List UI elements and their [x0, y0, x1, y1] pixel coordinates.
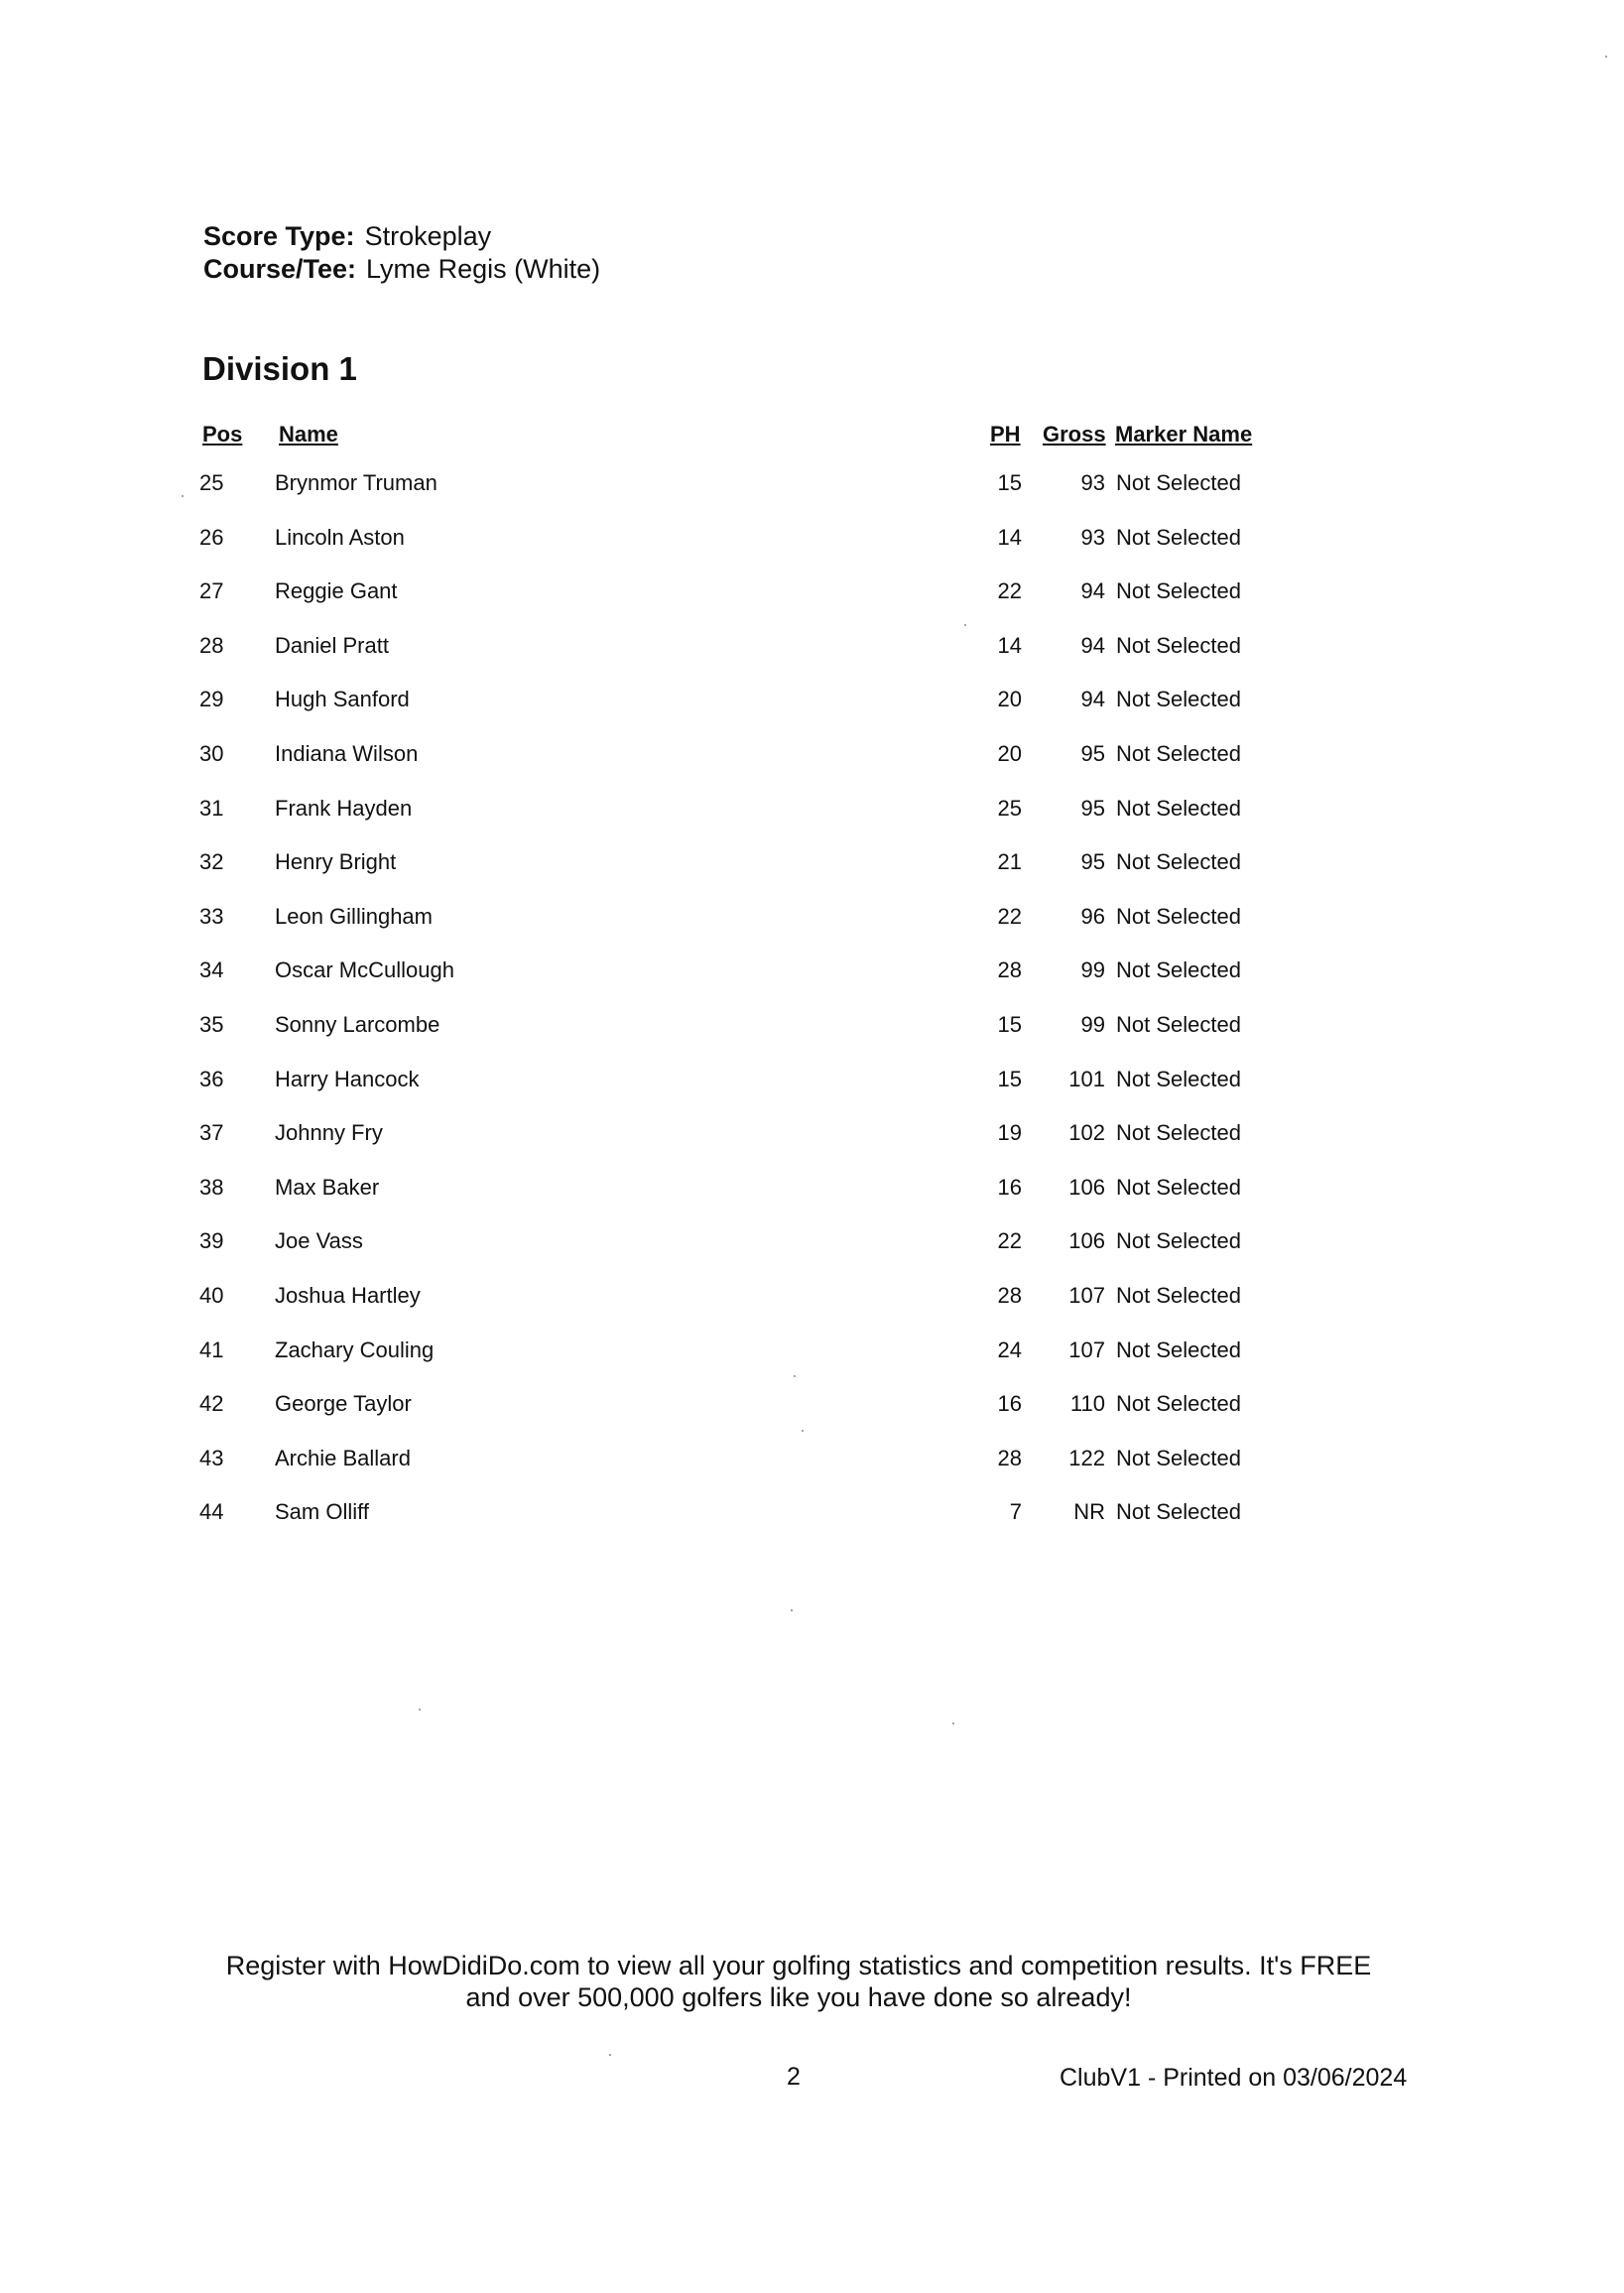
gross-score-cell: 101 — [1068, 1066, 1105, 1091]
marker-name-cell: Not Selected — [1116, 1499, 1241, 1525]
player-name-cell: Lincoln Aston — [275, 524, 405, 550]
marker-name-cell: Not Selected — [1116, 1337, 1241, 1362]
playing-handicap-cell: 14 — [997, 524, 1022, 550]
position-cell: 43 — [199, 1445, 224, 1470]
score-type-row — [203, 220, 600, 253]
gross-score-cell: 110 — [1069, 1391, 1105, 1417]
gross-score-cell: 96 — [1080, 903, 1105, 929]
playing-handicap-cell: 22 — [997, 903, 1022, 929]
marker-name-cell: Not Selected — [1116, 1174, 1241, 1200]
playing-handicap-cell: 22 — [997, 578, 1022, 604]
gross-score-cell: 107 — [1068, 1337, 1105, 1362]
gross-score-cell: 94 — [1080, 578, 1105, 604]
position-cell: 29 — [199, 687, 224, 712]
player-name-cell: Zachary Couling — [275, 1337, 435, 1362]
gross-score-cell: NR — [1073, 1499, 1105, 1525]
table-row — [0, 1116, 1624, 1171]
marker-name-cell: Not Selected — [1116, 632, 1241, 658]
player-name-cell: Henry Bright — [275, 849, 397, 875]
player-name-cell: Harry Hancock — [275, 1066, 420, 1091]
table-row — [0, 845, 1624, 900]
player-name-cell: Joe Vass — [275, 1228, 363, 1254]
marker-name-cell: Not Selected — [1116, 1282, 1241, 1308]
playing-handicap-cell: 16 — [997, 1391, 1022, 1417]
player-name-cell: Max Baker — [275, 1174, 380, 1200]
gross-score-cell: 102 — [1068, 1120, 1105, 1146]
position-cell: 30 — [199, 740, 224, 766]
marker-name-cell: Not Selected — [1116, 687, 1241, 712]
player-name-cell: Hugh Sanford — [275, 687, 410, 712]
course-tee-label: Course/Tee: — [203, 254, 357, 284]
marker-name-cell: Not Selected — [1116, 1120, 1241, 1146]
table-row — [0, 1495, 1624, 1550]
playing-handicap-cell: 21 — [997, 849, 1022, 875]
player-name-cell: Brynmor Truman — [275, 470, 437, 495]
gross-score-cell: 95 — [1080, 849, 1105, 875]
table-row — [0, 683, 1624, 737]
howdidido-promo — [198, 1950, 1399, 2013]
gross-score-cell: 93 — [1080, 524, 1105, 550]
scan-speck — [964, 624, 966, 626]
score-type-label: Score Type: — [203, 221, 355, 251]
table-row — [0, 1387, 1624, 1442]
position-cell: 34 — [199, 957, 224, 983]
playing-handicap-cell: 14 — [997, 632, 1022, 658]
position-cell: 25 — [199, 470, 224, 495]
table-row — [0, 1008, 1624, 1063]
marker-name-cell: Not Selected — [1116, 957, 1241, 983]
gross-score-cell: 107 — [1068, 1282, 1105, 1308]
course-tee-row — [203, 253, 600, 286]
player-name-cell: Indiana Wilson — [275, 740, 419, 766]
marker-name-cell: Not Selected — [1116, 903, 1241, 929]
printed-info: ClubV1 - Printed on 03/06/2024 — [1060, 2064, 1408, 2092]
playing-handicap-cell: 28 — [997, 1445, 1022, 1470]
scan-speck — [609, 2054, 611, 2056]
marker-name-cell: Not Selected — [1116, 1066, 1241, 1091]
gross-score-cell: 122 — [1068, 1445, 1105, 1470]
table-row — [0, 1334, 1624, 1388]
table-row — [0, 466, 1624, 521]
player-name-cell: George Taylor — [275, 1391, 412, 1417]
playing-handicap-cell: 24 — [997, 1337, 1022, 1362]
gross-score-cell: 99 — [1080, 957, 1105, 983]
marker-name-cell: Not Selected — [1116, 470, 1241, 495]
playing-handicap-cell: 20 — [997, 687, 1022, 712]
player-name-cell: Daniel Pratt — [275, 632, 389, 658]
player-name-cell: Frank Hayden — [275, 795, 413, 821]
scan-speck — [419, 1709, 421, 1711]
playing-handicap-cell: 19 — [997, 1120, 1022, 1146]
player-name-cell: Leon Gillingham — [275, 903, 433, 929]
marker-name-cell: Not Selected — [1116, 524, 1241, 550]
player-name-cell: Joshua Hartley — [275, 1282, 421, 1308]
player-name-cell: Reggie Gant — [275, 578, 398, 604]
position-cell: 41 — [199, 1337, 224, 1362]
table-row — [0, 574, 1624, 629]
table-row — [0, 629, 1624, 684]
position-cell: 33 — [199, 903, 224, 929]
gross-score-cell: 94 — [1080, 687, 1105, 712]
gross-score-cell: 94 — [1080, 632, 1105, 658]
course-tee-value: Lyme Regis (White) — [366, 254, 601, 284]
playing-handicap-cell: 20 — [997, 740, 1022, 766]
marker-name-cell: Not Selected — [1116, 740, 1241, 766]
player-name-cell: Sonny Larcombe — [275, 1011, 440, 1037]
marker-name-cell: Not Selected — [1116, 1011, 1241, 1037]
position-cell: 35 — [199, 1011, 224, 1037]
table-row — [0, 737, 1624, 792]
playing-handicap-cell: 15 — [997, 1066, 1022, 1091]
player-name-cell: Johnny Fry — [275, 1120, 383, 1146]
table-row — [0, 792, 1624, 846]
gross-score-cell: 106 — [1068, 1174, 1105, 1200]
column-header-pos: Pos — [202, 422, 243, 446]
position-cell: 31 — [199, 795, 224, 821]
marker-name-cell: Not Selected — [1116, 1445, 1241, 1470]
marker-name-cell: Not Selected — [1116, 1228, 1241, 1254]
scan-speck — [1605, 56, 1607, 58]
scan-speck — [952, 1722, 954, 1724]
marker-name-cell: Not Selected — [1116, 795, 1241, 821]
table-row — [0, 954, 1624, 1008]
table-row — [0, 1442, 1624, 1496]
playing-handicap-cell: 28 — [997, 1282, 1022, 1308]
gross-score-cell: 95 — [1080, 795, 1105, 821]
playing-handicap-cell: 7 — [1009, 1499, 1022, 1525]
scan-speck — [182, 495, 184, 497]
table-row — [0, 1171, 1624, 1225]
marker-name-cell: Not Selected — [1116, 578, 1241, 604]
division-title: Division 1 — [202, 350, 357, 387]
player-name-cell: Archie Ballard — [275, 1445, 411, 1470]
playing-handicap-cell: 16 — [997, 1174, 1022, 1200]
scan-speck — [791, 1609, 793, 1611]
position-cell: 44 — [199, 1499, 224, 1525]
position-cell: 37 — [199, 1120, 224, 1146]
position-cell: 39 — [199, 1228, 224, 1254]
position-cell: 38 — [199, 1174, 224, 1200]
page-number: 2 — [787, 2063, 801, 2091]
table-row — [0, 1063, 1624, 1117]
results-table — [0, 466, 1624, 1550]
gross-score-cell: 93 — [1080, 470, 1105, 495]
marker-name-cell: Not Selected — [1116, 849, 1241, 875]
position-cell: 32 — [199, 849, 224, 875]
player-name-cell: Oscar McCullough — [275, 957, 454, 983]
playing-handicap-cell: 15 — [997, 470, 1022, 495]
playing-handicap-cell: 28 — [997, 957, 1022, 983]
position-cell: 28 — [199, 632, 224, 658]
position-cell: 42 — [199, 1391, 224, 1417]
gross-score-cell: 99 — [1080, 1011, 1105, 1037]
column-header-name: Name — [279, 422, 338, 446]
playing-handicap-cell: 25 — [997, 795, 1022, 821]
column-header-ph: PH — [990, 422, 1021, 446]
playing-handicap-cell: 22 — [997, 1228, 1022, 1254]
scan-speck — [802, 1430, 804, 1432]
position-cell: 26 — [199, 524, 224, 550]
playing-handicap-cell: 15 — [997, 1011, 1022, 1037]
table-row — [0, 1279, 1624, 1334]
scan-speck — [794, 1375, 796, 1377]
promo-line-2: and over 500,000 golfers like you have done so already! — [465, 1982, 1132, 2012]
score-type-value: Strokeplay — [364, 221, 492, 251]
table-row — [0, 521, 1624, 575]
competition-meta — [203, 220, 600, 286]
gross-score-cell: 95 — [1080, 740, 1105, 766]
column-header-marker: Marker Name — [1115, 422, 1253, 446]
column-header-gross: Gross — [1043, 422, 1106, 446]
table-row — [0, 1224, 1624, 1279]
position-cell: 27 — [199, 578, 224, 604]
gross-score-cell: 106 — [1068, 1228, 1105, 1254]
player-name-cell: Sam Olliff — [275, 1499, 369, 1525]
marker-name-cell: Not Selected — [1116, 1391, 1241, 1417]
table-row — [0, 900, 1624, 955]
position-cell: 40 — [199, 1282, 224, 1308]
promo-line-1: Register with HowDidiDo.com to view all your golfing statistics and competition results. It's FREE — [225, 1951, 1372, 1980]
position-cell: 36 — [199, 1066, 224, 1091]
